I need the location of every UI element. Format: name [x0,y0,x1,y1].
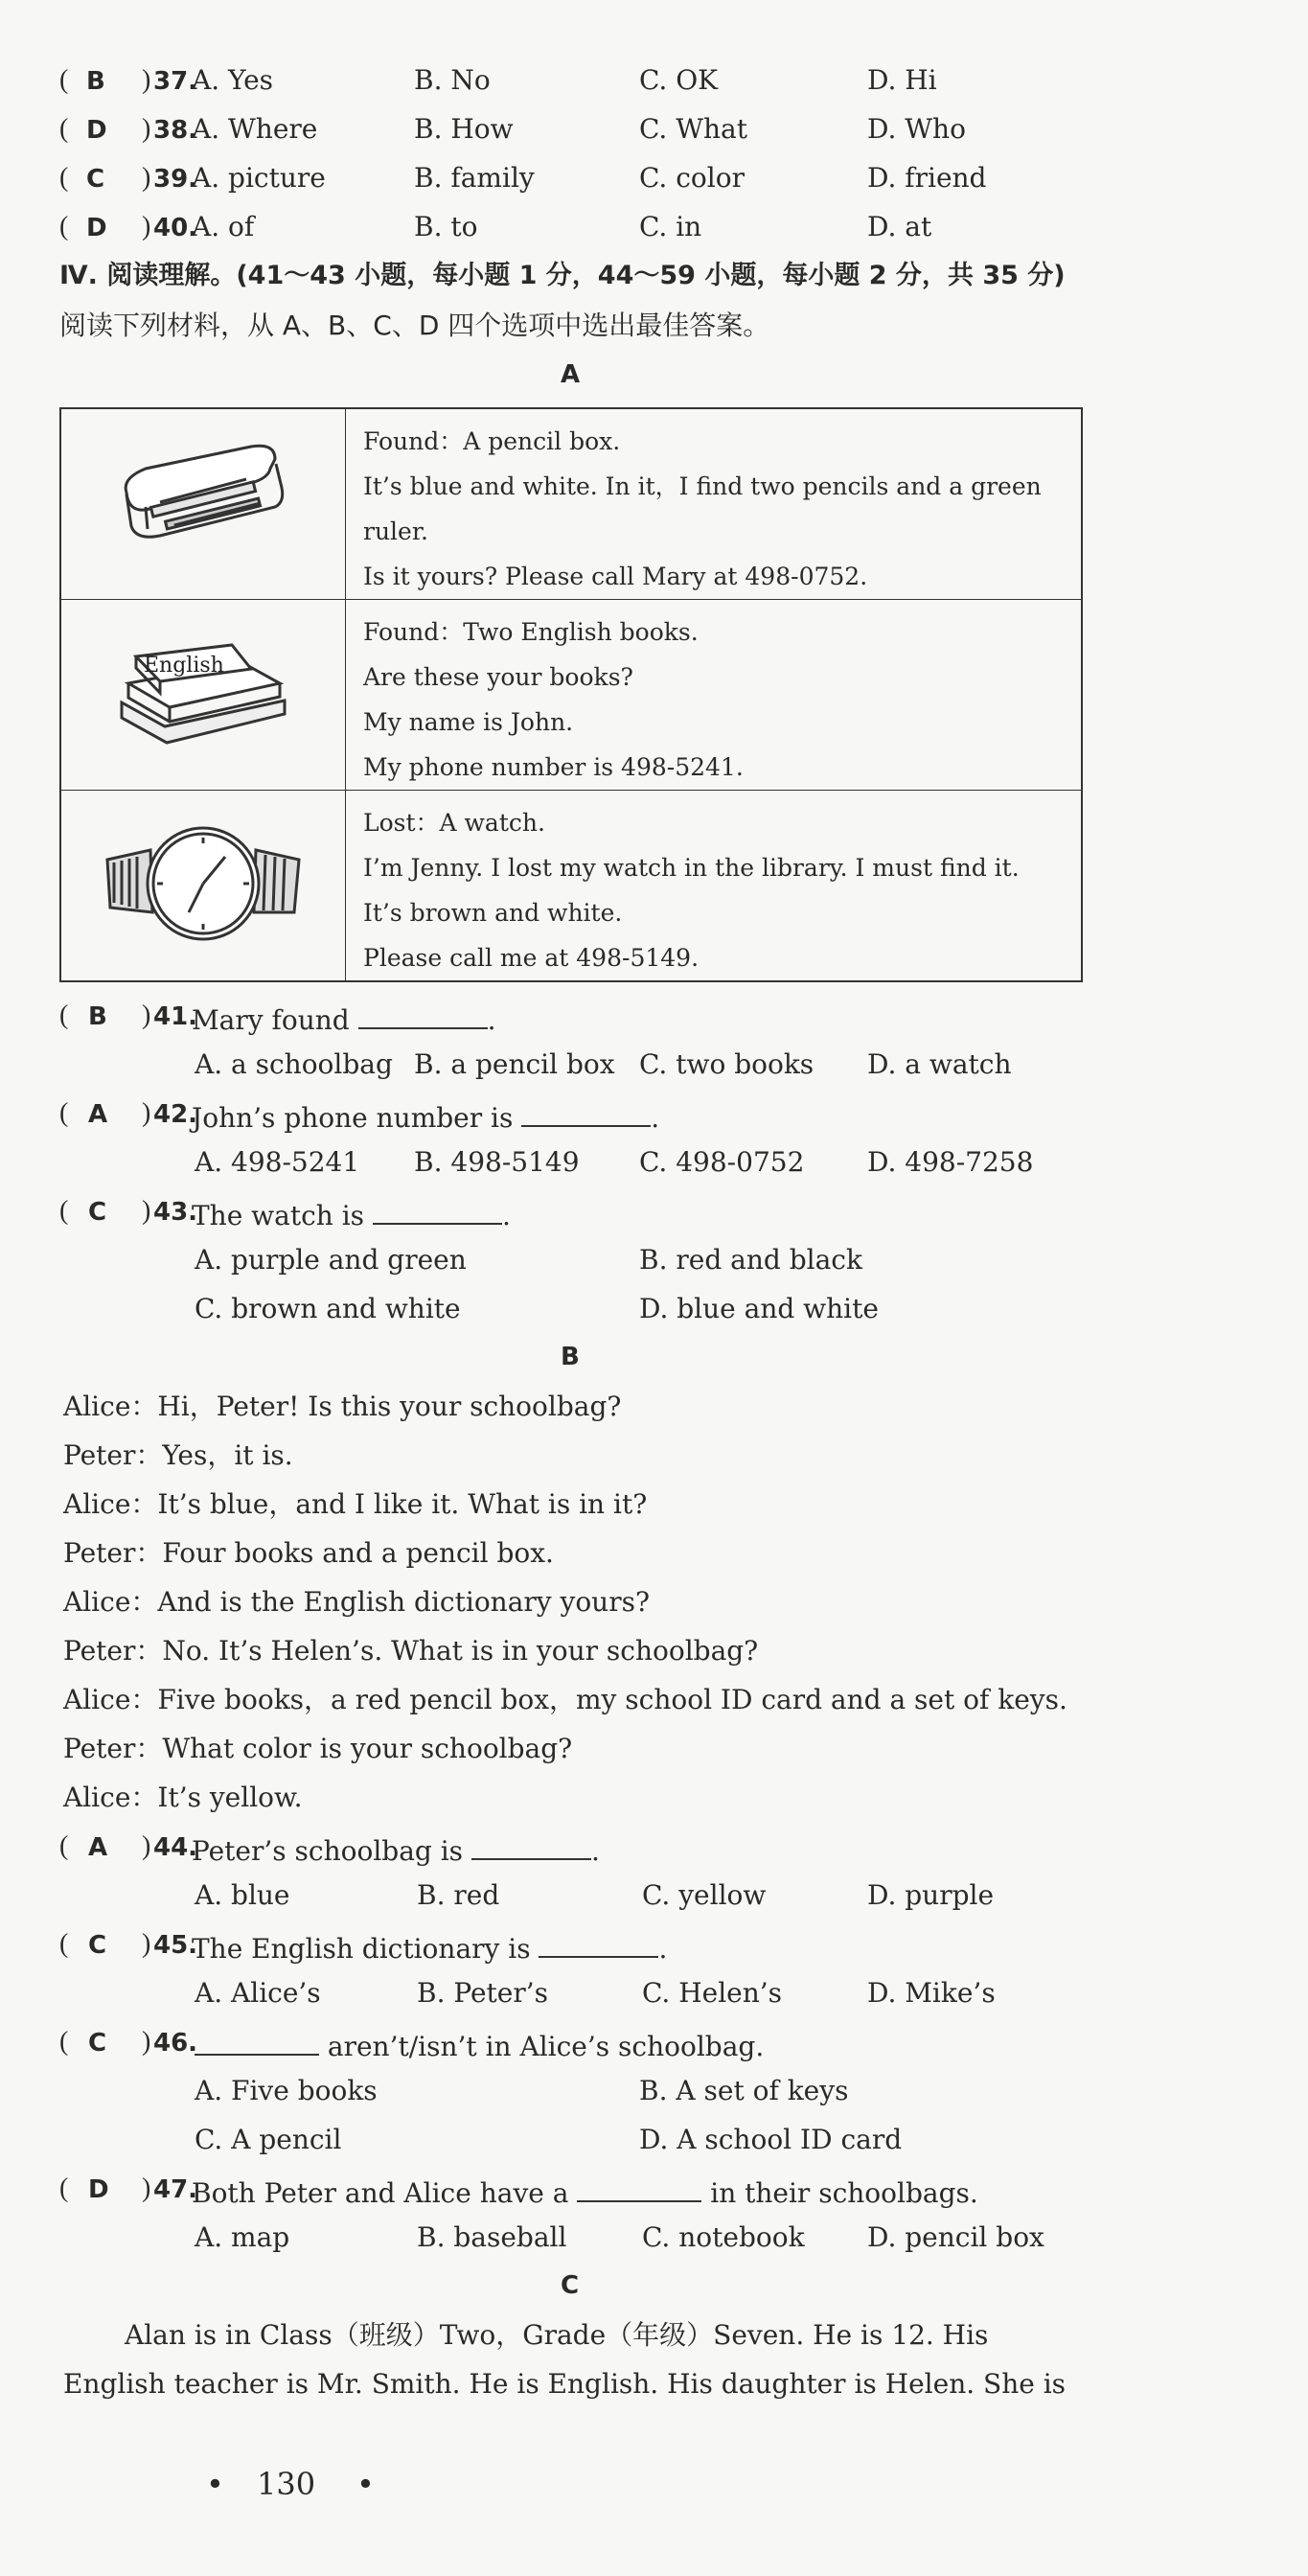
option-b: B. No [414,64,491,96]
question-44-options [0,1879,1246,1930]
notice-row [60,600,1082,791]
footer-bullet-left: • [206,2466,224,2502]
paren-open: ( [59,1000,69,1030]
option-b: B. red and black [639,1244,862,1276]
paren-open: ( [59,2027,69,2057]
question-stem [192,1198,511,1230]
stem-text: Peter’s schoolbag is [192,1835,464,1867]
question-number: 39. [153,165,198,194]
stem-text-end: . [658,1933,668,1965]
paren-close: ) [142,212,151,242]
option-b: B. A set of keys [639,2075,849,2106]
paren-open: ( [59,1196,69,1226]
option-c: C. yellow [642,1879,767,1911]
passage-a-title: A [561,360,581,389]
option-d: D. pencil box [867,2221,1044,2253]
pencil-box-image [107,435,299,569]
notice-table [59,407,1083,982]
option-a: A. a schoolbag [195,1048,393,1080]
paren-open: ( [59,1831,69,1861]
paren-open: ( [59,212,69,242]
option-d: D. purple [867,1879,995,1911]
option-c: C. A pencil [195,2124,342,2155]
notice-text-cell [346,408,1083,600]
paren-open: ( [59,2174,69,2203]
question-number: 46. [153,2029,198,2058]
paren-close: ) [142,65,151,95]
answer-mark: D [88,2175,109,2204]
option-c: C. Helen’s [642,1977,783,2009]
option-a: A. Alice’s [195,1977,321,2009]
option-b: B. a pencil box [414,1048,615,1080]
section-instruction: 阅读下列材料，从 A、B、C、D 四个选项中选出最佳答案。 [59,310,770,341]
dialogue-line: Peter：Yes，it is. [63,1439,293,1471]
answer-mark: B [86,67,105,96]
english-book-label: English [144,653,224,678]
section-heading: Ⅳ. 阅读理解。(41～43 小题，每小题 1 分，44～59 小题，每小题 2 分，共 35 分) [59,261,1066,290]
question-44 [0,1833,1246,1881]
notice-line: ruler. [363,518,428,545]
notice-line: Is it yours? Please call Mary at 498-0752. [363,563,868,590]
question-38 [0,113,1246,164]
answer-blank [373,1198,502,1225]
option-a: A. 498-5241 [195,1146,360,1178]
notice-line: It’s brown and white. [363,899,623,927]
question-47 [0,2175,1246,2223]
question-number: 43. [153,1198,198,1227]
option-c: C. in [639,211,702,242]
question-45-options [0,1977,1246,2028]
question-46 [0,2029,1246,2077]
option-a: A. Five books [195,2075,378,2106]
option-c: C. OK [639,64,719,96]
notice-image-cell [60,600,346,791]
notice-line: My phone number is 498-5241. [363,753,744,781]
dialogue-line: Alice：Five books，a red pencil box，my school ID card and a set of keys. [63,1684,1067,1715]
paren-close: ) [142,114,151,144]
question-43 [0,1198,1246,1246]
paren-open: ( [59,114,69,144]
answer-blank [471,1833,591,1860]
answer-mark: C [88,1198,107,1227]
answer-blank [358,1002,488,1029]
paren-close: ) [142,1098,151,1128]
answer-blank [577,2175,701,2202]
question-39 [0,162,1246,213]
answer-mark: A [88,1833,108,1862]
paren-close: ) [142,2027,151,2057]
notice-line: Found：A pencil box. [363,427,621,455]
passage-c-line: English teacher is Mr. Smith. He is English. His daughter is Helen. She is [63,2368,1067,2400]
option-b: B. family [414,162,535,194]
option-b: B. How [414,113,514,145]
question-42 [0,1100,1246,1148]
notice-line: Lost：A watch. [363,809,545,837]
paren-open: ( [59,1098,69,1128]
option-c: C. notebook [642,2221,805,2253]
paren-open: ( [59,1929,69,1959]
option-b: B. Peter’s [417,1977,549,2009]
notice-image-cell [60,408,346,600]
question-number: 41. [153,1002,198,1031]
notice-line: Please call me at 498-5149. [363,944,700,972]
question-42-options [0,1146,1246,1197]
question-43-options-row2 [0,1293,1246,1344]
option-a: A. of [192,211,255,242]
paren-close: ) [142,2174,151,2203]
paren-close: ) [142,1831,151,1861]
answer-mark: D [86,116,107,145]
notice-text-cell [346,791,1083,982]
stem-text-end: . [590,1835,600,1867]
paren-close: ) [142,1000,151,1030]
option-c: C. brown and white [195,1293,461,1324]
notice-image-cell [60,791,346,982]
option-a: A. Yes [192,64,274,96]
notice-row [60,408,1082,600]
option-a: A. blue [195,1879,290,1911]
question-number: 42. [153,1100,198,1129]
english-books-image [107,626,299,760]
question-37 [0,64,1246,115]
question-number: 40. [153,214,198,242]
option-b: B. baseball [417,2221,567,2253]
stem-text: The English dictionary is [192,1933,531,1965]
question-stem [192,1100,659,1132]
option-a: A. picture [192,162,326,194]
option-b: B. red [417,1879,500,1911]
answer-mark: B [88,1002,107,1031]
option-d: D. Mike’s [867,1977,996,2009]
question-stem [192,1833,600,1865]
answer-mark: A [88,1100,108,1129]
dialogue-line: Alice：It’s blue，and I like it. What is in it? [63,1488,648,1520]
stem-text: Both Peter and Alice have a [192,2177,569,2209]
question-stem [192,2175,978,2207]
notice-line: It’s blue and white. In it，I find two pencils and a green [363,472,1042,500]
option-a: A. Where [192,113,318,145]
stem-text-end: . [651,1102,660,1134]
question-47-options [0,2221,1246,2272]
question-number: 38. [153,116,198,145]
stem-text: John’s phone number is [192,1102,514,1134]
question-43-options-row1 [0,1244,1246,1295]
option-d: D. Who [867,113,966,145]
paren-open: ( [59,65,69,95]
question-45 [0,1931,1246,1979]
option-d: D. A school ID card [639,2124,903,2155]
dialogue-line: Peter：What color is your schoolbag? [63,1733,573,1764]
option-b: B. to [414,211,478,242]
notice-row [60,791,1082,982]
option-d: D. Hi [867,64,937,96]
answer-mark: C [88,2029,107,2058]
notice-line: Are these your books? [363,663,633,691]
option-d: D. friend [867,162,987,194]
watch-image [103,816,304,951]
question-number: 37. [153,67,198,96]
dialogue-line: Alice：Hi，Peter! Is this your schoolbag? [63,1391,622,1422]
stem-text-end: in their schoolbags. [710,2177,978,2209]
option-a: A. map [195,2221,290,2253]
stem-text: Mary found [192,1004,350,1036]
paren-open: ( [59,163,69,193]
answer-mark: C [86,165,105,194]
notice-text-cell [346,600,1083,791]
question-46-options-row1 [0,2075,1246,2126]
dialogue-line: Alice：It’s yellow. [63,1782,303,1813]
passage-b-title: B [561,1343,580,1371]
footer-bullet-right: • [356,2466,375,2502]
stem-text-end: . [487,1004,496,1036]
passage-c-title: C [561,2271,580,2300]
option-c: C. What [639,113,747,145]
question-number: 45. [153,1931,198,1960]
paren-close: ) [142,1196,151,1226]
stem-text-end: . [501,1200,511,1231]
stem-text: The watch is [192,1200,365,1231]
option-c: C. 498-0752 [639,1146,805,1178]
dialogue-line: Peter：No. It’s Helen’s. What is in your schoolbag? [63,1635,759,1667]
question-stem [192,1931,667,1963]
option-b: B. 498-5149 [414,1146,580,1178]
notice-line: I’m Jenny. I lost my watch in the library. I must find it. [363,854,1020,882]
answer-blank [521,1100,651,1127]
option-d: D. blue and white [639,1293,879,1324]
notice-line: My name is John. [363,708,574,736]
question-40 [0,211,1246,262]
option-c: C. color [639,162,745,194]
answer-mark: C [88,1931,107,1960]
question-stem [192,1002,496,1034]
stem-text-end: aren’t/isn’t in Alice’s schoolbag. [327,2031,765,2062]
question-46-options-row2 [0,2124,1246,2174]
option-a: A. purple and green [195,1244,467,1276]
option-d: D. 498-7258 [867,1146,1034,1178]
dialogue-line: Alice：And is the English dictionary yours? [63,1586,650,1618]
passage-c-line: Alan is in Class（班级）Two，Grade（年级）Seven. He is 12. His [125,2319,989,2351]
paren-close: ) [142,163,151,193]
question-stem [195,2029,764,2060]
paren-close: ) [142,1929,151,1959]
notice-line: Found：Two English books. [363,618,699,646]
page-number: 130 [257,2466,316,2502]
answer-blank [539,1931,658,1958]
option-d: D. a watch [867,1048,1012,1080]
question-41-options [0,1048,1246,1099]
question-number: 44. [153,1833,198,1862]
answer-mark: D [86,214,107,242]
answer-blank [195,2029,319,2056]
question-number: 47. [153,2175,198,2204]
dialogue-line: Peter：Four books and a pencil box. [63,1537,554,1569]
option-d: D. at [867,211,932,242]
option-c: C. two books [639,1048,815,1080]
question-41 [0,1002,1246,1050]
